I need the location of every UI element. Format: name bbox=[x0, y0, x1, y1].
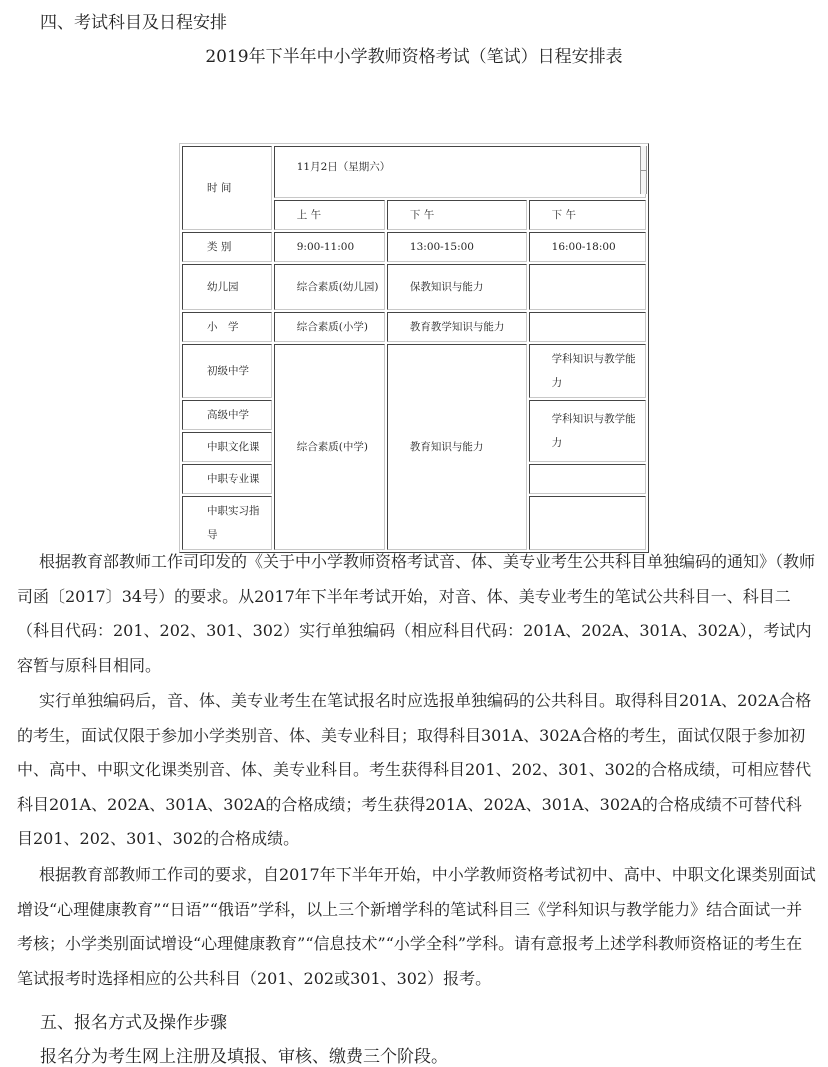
secondary-session-2: 教育知识与能力 bbox=[387, 344, 527, 550]
row-label-junior-high: 初级中学 bbox=[182, 344, 272, 398]
row-label-kindergarten: 幼儿园 bbox=[182, 264, 272, 310]
primary-session-2: 教育教学知识与能力 bbox=[387, 312, 527, 342]
primary-session-3 bbox=[529, 312, 646, 342]
session-1-time: 9:00-11:00 bbox=[274, 232, 385, 262]
session-3-period: 下 午 bbox=[529, 200, 646, 230]
paragraph-1: 根据教育部教师工作司印发的《关于中小学教师资格考试音、体、美专业考生公共科目单独编码的通知》（教师司函〔2017〕34号）的要求。从2017年下半年考试开始，对音、体、美专业考生的笔试公共科目一、科目二（科目代码：201、202、301、302）实行单独编码（相应科目代码：201A、202A、301A、302A），考试内容暂与原科目相同。 bbox=[17, 552, 816, 675]
row-label-vocational-culture: 中职文化课 bbox=[182, 432, 272, 462]
session-3-time: 16:00-18:00 bbox=[529, 232, 646, 262]
schedule-title: 2019年下半年中小学教师资格考试（笔试）日程安排表 bbox=[205, 47, 623, 67]
kindergarten-session-3 bbox=[529, 264, 646, 310]
kindergarten-session-1: 综合素质(幼儿园) bbox=[274, 264, 385, 310]
exam-schedule-table bbox=[179, 143, 649, 553]
vocational-internship-session-3 bbox=[529, 496, 646, 550]
secondary-session-1: 综合素质(中学) bbox=[274, 344, 385, 550]
vocational-professional-session-3 bbox=[529, 464, 646, 494]
row-label-vocational-professional: 中职专业课 bbox=[182, 464, 272, 494]
paragraph-2: 实行单独编码后，音、体、美专业考生在笔试报名时应选报单独编码的公共科目。取得科目201A、202A合格的考生，面试仅限于参加小学类别音、体、美专业科目；取得科目301A、302A合格的考生，面试仅限于参加初中、高中、中职文化课类别音、体、美专业科目。考生获得科目201、202、301、302的合格成绩，可相应替代科目201A、202A、301A、302A的合格成绩；考生获得201A、202A、301A、302A的合格成绩不可替代科目201、202、301、302的合格成绩。 bbox=[17, 691, 812, 849]
table-scrollbar[interactable] bbox=[640, 146, 647, 194]
row-label-senior-high: 高级中学 bbox=[182, 400, 272, 430]
session-2-period: 下 午 bbox=[387, 200, 527, 230]
paragraph-3: 根据教育部教师工作司的要求，自2017年下半年开始，中小学教师资格考试初中、高中、中职文化课类别面试增设“心理健康教育”“日语”“俄语”学科，以上三个新增学科的笔试科目三《学科知识与教学能力》结合面试一并考核；小学类别面试增设“心理健康教育”“信息技术”“小学全科”学科。请有意报考上述学科教师资格证的考生在笔试报考时选择相应的公共科目（201、202或301、302）报考。 bbox=[17, 865, 816, 988]
primary-session-1: 综合素质(小学) bbox=[274, 312, 385, 342]
session-1-period: 上 午 bbox=[274, 200, 385, 230]
exam-date: 11月2日（星期六） bbox=[274, 146, 646, 198]
row-label-primary: 小 学 bbox=[182, 312, 272, 342]
junior-high-session-3: 学科知识与教学能力 bbox=[529, 344, 646, 398]
section-heading-5: 五、报名方式及操作步骤 bbox=[40, 1013, 227, 1033]
time-header: 时 间 bbox=[182, 146, 272, 230]
category-header: 类 别 bbox=[182, 232, 272, 262]
session-2-time: 13:00-15:00 bbox=[387, 232, 527, 262]
row-label-vocational-internship: 中职实习指导 bbox=[182, 496, 272, 550]
kindergarten-session-2: 保教知识与能力 bbox=[387, 264, 527, 310]
senior-high-session-3: 学科知识与教学能力 bbox=[529, 400, 646, 462]
section-heading-4: 四、考试科目及日程安排 bbox=[40, 13, 227, 33]
final-paragraph: 报名分为考生网上注册及填报、审核、缴费三个阶段。 bbox=[40, 1047, 448, 1067]
